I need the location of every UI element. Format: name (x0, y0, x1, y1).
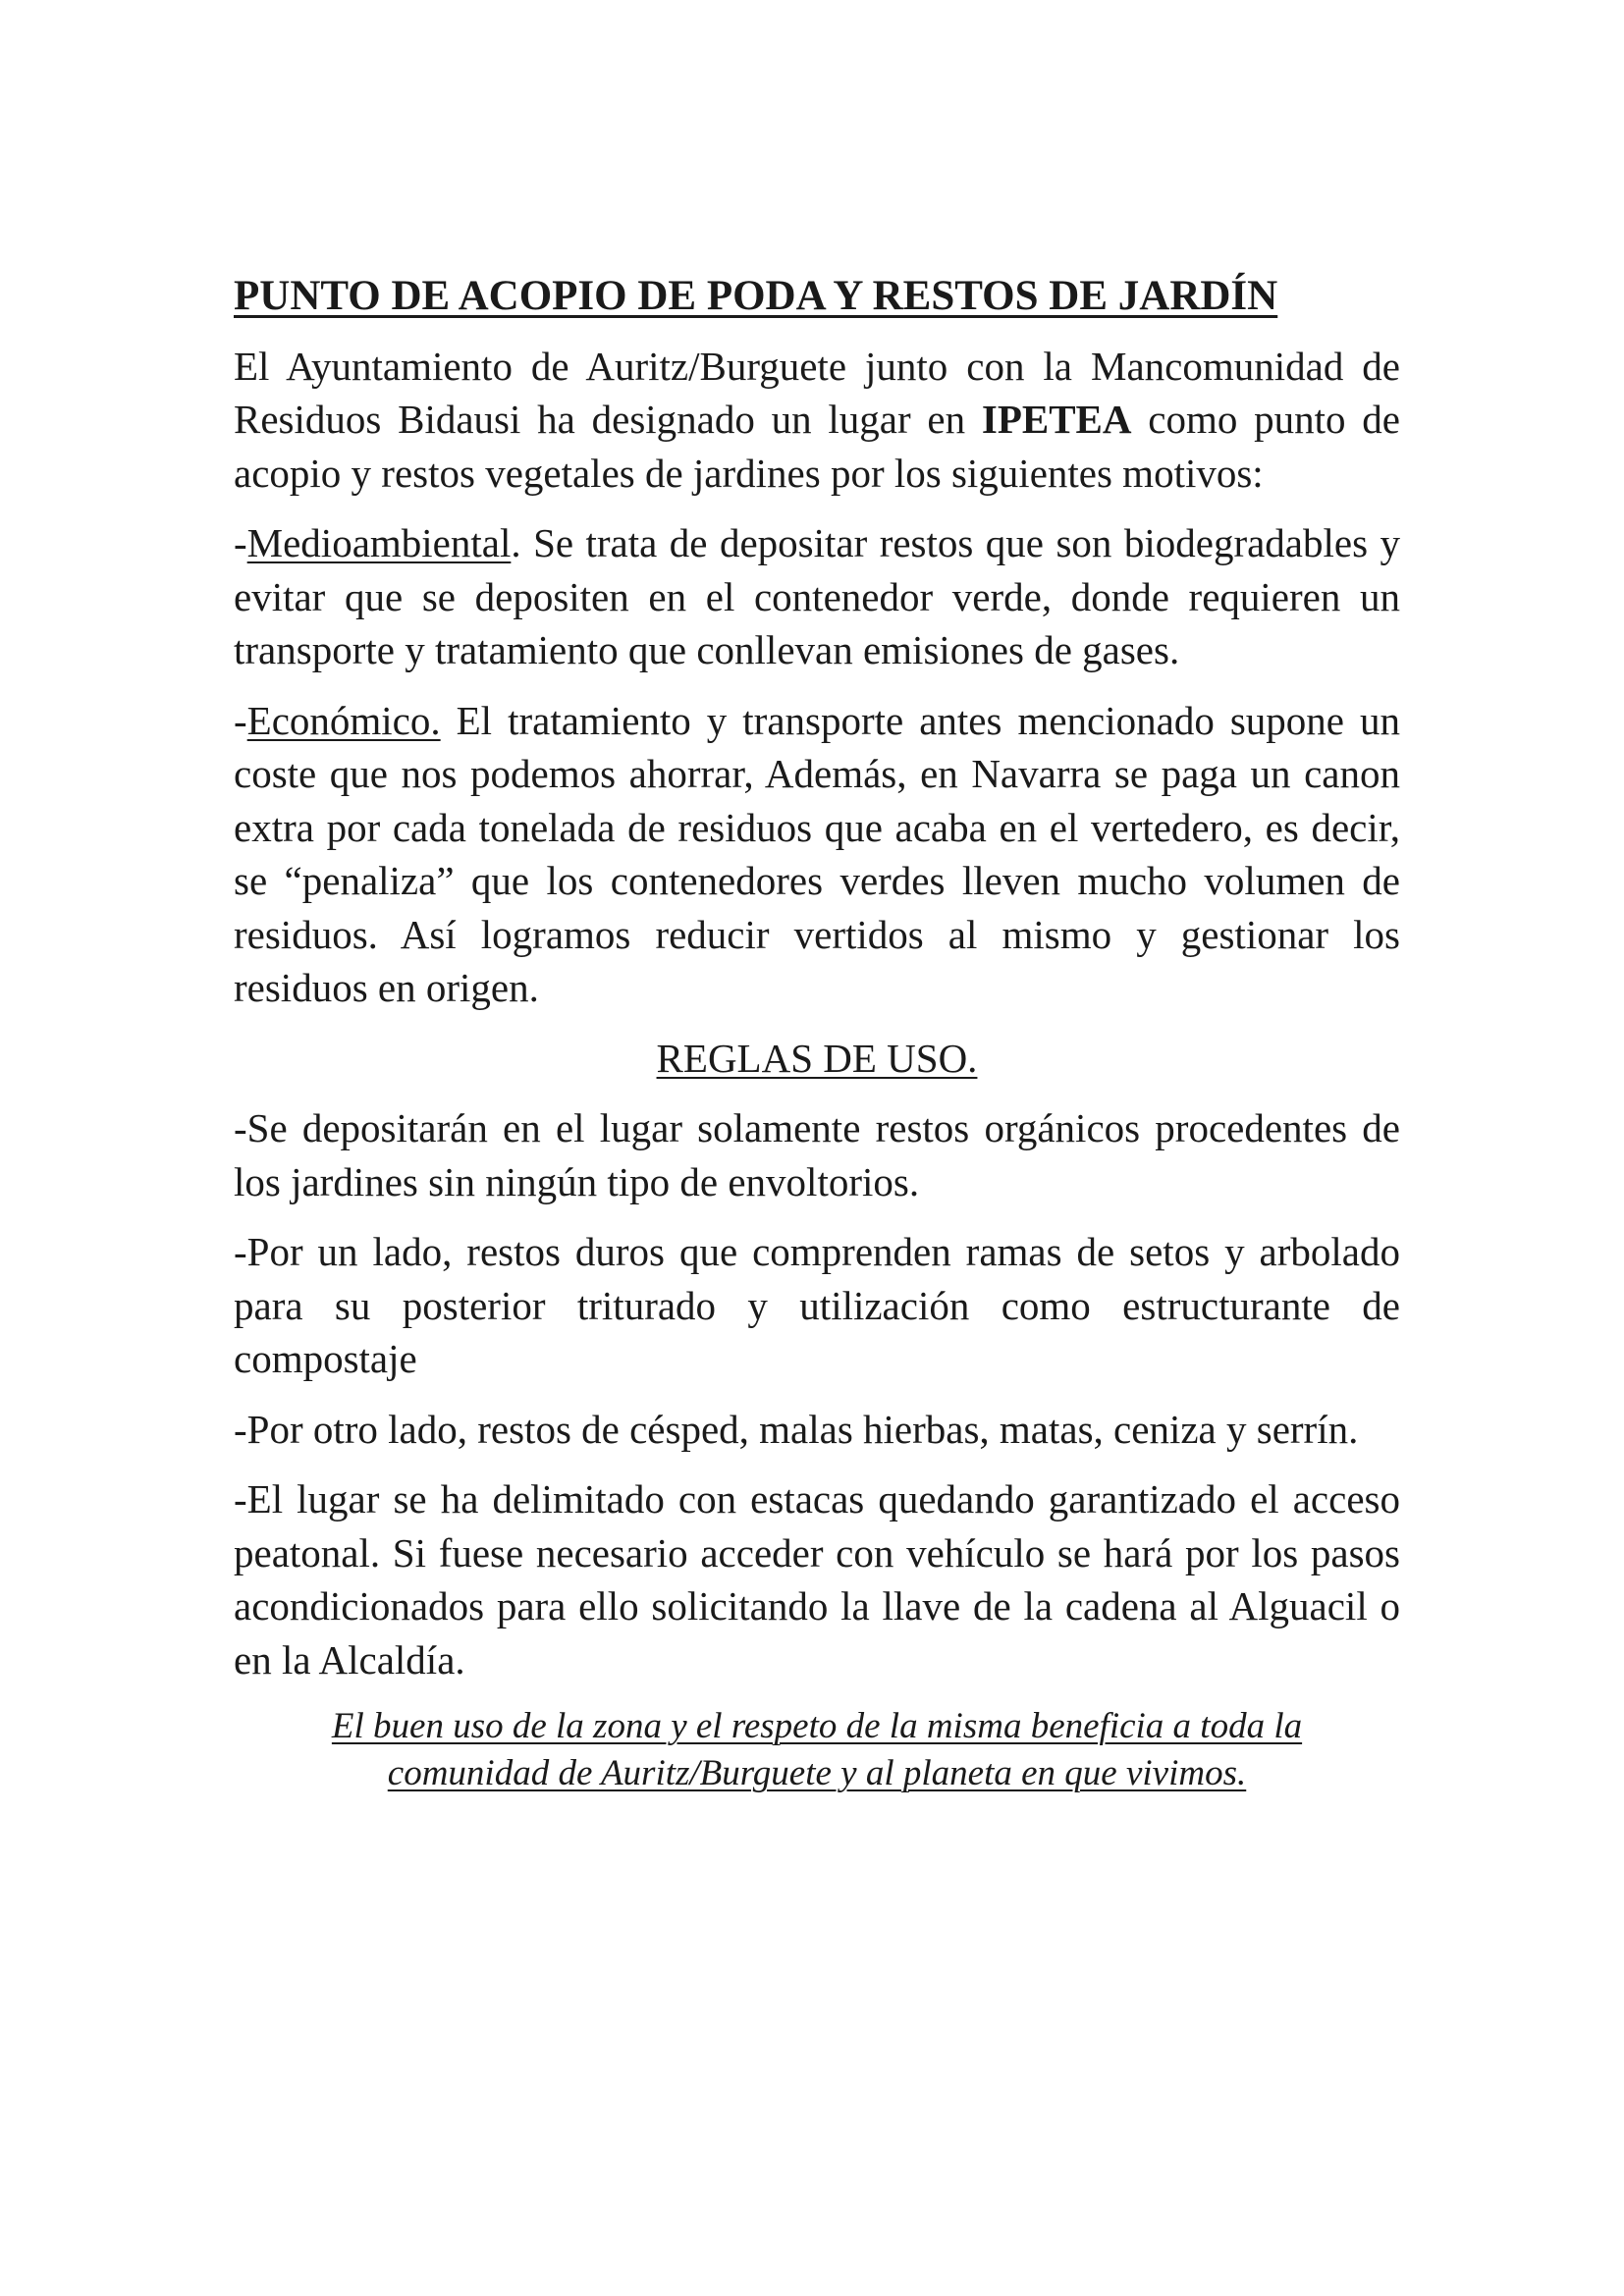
document-page (234, 270, 1400, 1797)
reason-environmental (234, 516, 1400, 677)
document-title: PUNTO DE ACOPIO DE PODA Y RESTOS DE JARDÍN (234, 273, 1278, 319)
intro-paragraph (234, 340, 1400, 501)
reason-economic-prefix: - (234, 697, 247, 743)
rule-item: -El lugar se ha delimitado con estacas quedando garantizado el acceso peatonal. Si fuese necesario acceder con vehículo se hará por los pasos acondicionados para ello solicitando la llave de la cadena al Alguacil o en la Alcaldía. (234, 1476, 1400, 1682)
reason-economic-label: Económico. (246, 697, 441, 743)
closing-line-2: comunidad de Auritz/Burguete y al planeta en que vivimos. (387, 1753, 1247, 1793)
location-name: IPETEA (981, 397, 1132, 442)
reason-economic (234, 694, 1400, 1015)
rule-item: -Por un lado, restos duros que comprenden ramas de setos y arbolado para su posterior triturado y utilización como estructurante de compostaje (234, 1229, 1400, 1381)
closing-note (234, 1703, 1400, 1797)
reason-environmental-prefix: - (234, 520, 247, 565)
reason-economic-text: El tratamiento y transporte antes mencionado supone un coste que nos podemos ahorrar, Además, en Navarra se paga un canon extra por cada tonelada de residuos que acaba en el vertedero, es decir, se “penaliza” que los contenedores verdes lleven mucho volumen de residuos. Así logramos reducir vertidos al mismo y gestionar los residuos en origen. (234, 697, 1400, 1010)
rule-item: -Se depositarán en el lugar solamente restos orgánicos procedentes de los jardines sin ningún tipo de envoltorios. (234, 1105, 1400, 1204)
closing-line-1: El buen uso de la zona y el respeto de la misma beneficia a toda la (331, 1706, 1303, 1746)
reason-environmental-label: Medioambiental (246, 520, 512, 565)
intro-text-before: El Ayuntamiento de Auritz/Burguete junto con la Mancomunidad de Residuos Bidausi ha designado un lugar en (234, 343, 1400, 442)
intro-text-after: como punto de acopio y restos vegetales de jardines por los siguientes motivos: (234, 397, 1400, 496)
rules-heading: REGLAS DE USO. (656, 1035, 978, 1081)
reason-environmental-text: . Se trata de depositar restos que son biodegradables y evitar que se depositen en el contenedor verde, donde requieren un transporte y tratamiento que conllevan emisiones de gases. (234, 520, 1400, 672)
rule-item: -Por otro lado, restos de césped, malas hierbas, matas, ceniza y serrín. (234, 1406, 1359, 1452)
